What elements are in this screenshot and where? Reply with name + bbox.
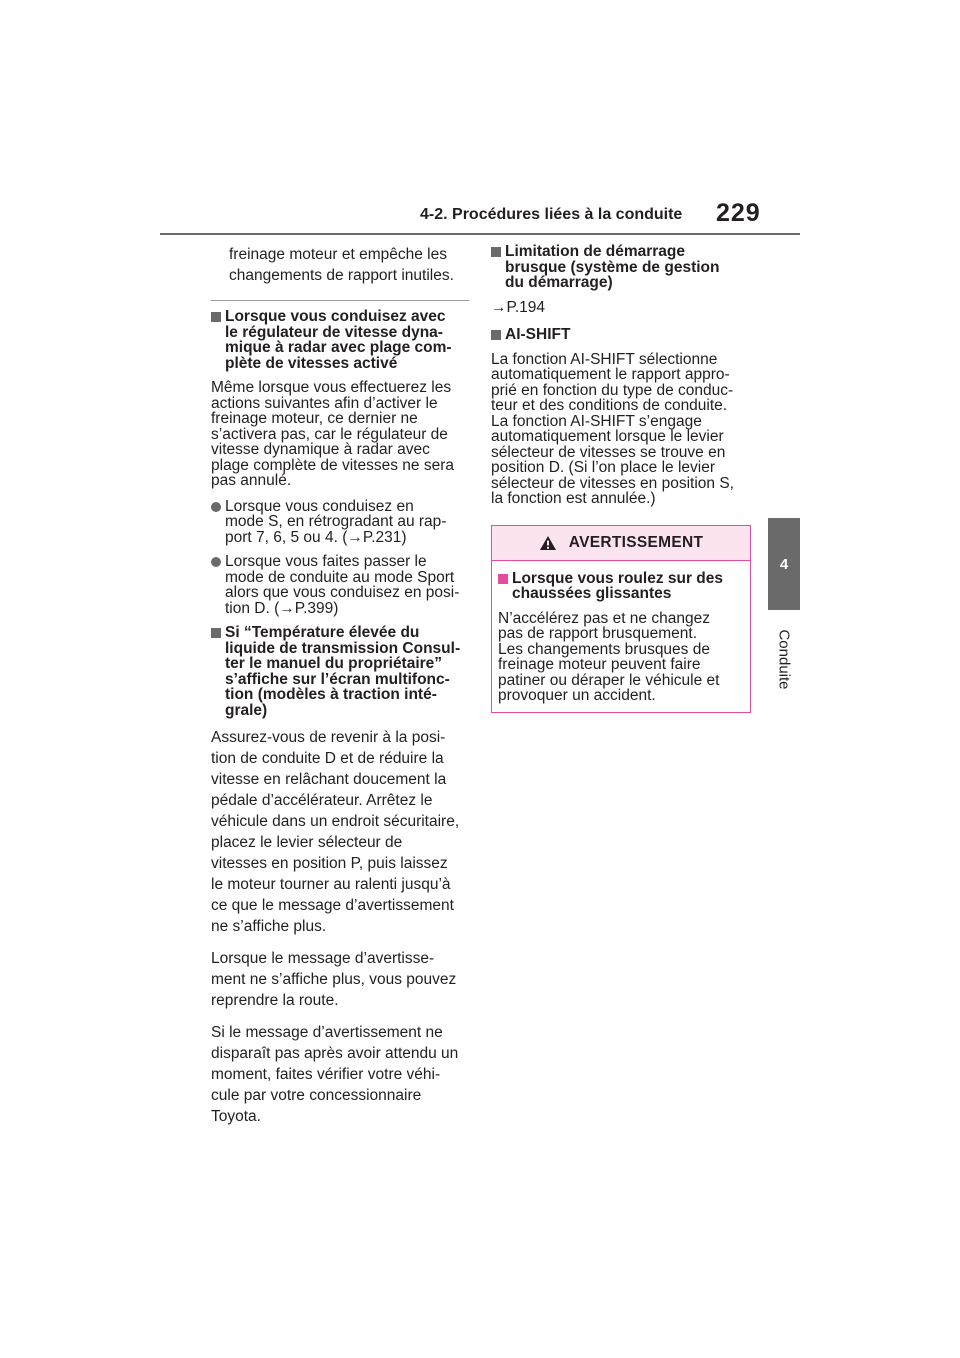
heading-ai-shift	[491, 327, 751, 343]
paragraph-radar-cruise	[211, 380, 469, 489]
text-line: actions suivantes afin d’activer le	[211, 394, 438, 412]
square-bullet-icon	[491, 247, 501, 257]
text-line: vitesse dynamique à radar avec	[211, 441, 430, 458]
text-line: pas annulé.	[211, 472, 292, 489]
text-line: Si le message d’avertissement ne	[211, 1024, 443, 1041]
text-line: alors que vous conduisez en posi-	[225, 584, 460, 601]
text-line: patiner ou déraper le véhicule et	[498, 671, 720, 689]
text-line: liquide de transmission Consul-	[225, 639, 461, 657]
text-line: cule par votre concessionnaire	[211, 1087, 422, 1104]
text-line: disparaît pas après avoir attendu un	[211, 1045, 459, 1062]
text-line: automatiquement le rapport appro-	[491, 366, 730, 383]
text-line: sélecteur de vitesses en position S,	[491, 474, 734, 492]
text-line: chaussées glissantes	[512, 585, 672, 602]
text-line: Lorsque vous roulez sur des	[512, 569, 724, 587]
text-line: ter le manuel du propriétaire”	[225, 655, 443, 672]
text-line: sélecteur de vitesses se trouve en	[491, 443, 726, 461]
text-line: tion D. (→P.399)	[225, 599, 339, 617]
text-line: automatiquement lorsque le levier	[491, 428, 724, 445]
round-bullet-icon	[211, 557, 221, 567]
heading-start-control	[491, 244, 751, 291]
text-line: ment ne s’affiche plus, vous pouvez	[211, 971, 457, 988]
text-line: Limitation de démarrage	[505, 243, 686, 260]
text-line: s’activera pas, car le régulateur de	[211, 425, 448, 443]
text-line: reprendre la route.	[211, 992, 339, 1009]
text-line: moment, faites vérifier votre véhi-	[211, 1066, 441, 1083]
text-line: pas de rapport brusquement.	[498, 625, 698, 642]
text-line: Lorsque le message d’avertisse-	[211, 950, 435, 967]
text-line: Lorsque vous conduisez avec	[225, 308, 446, 325]
paragraph-transmission-temperature	[211, 727, 469, 937]
header-rule	[160, 233, 800, 235]
paragraph-resume-driving	[211, 948, 469, 1011]
text-line: Assurez-vous de revenir à la posi-	[211, 729, 446, 746]
text-line: Si “Température élevée du	[225, 624, 420, 641]
chapter-tab	[768, 518, 800, 610]
text-line: véhicule dans un endroit sécuritaire,	[211, 813, 460, 830]
bullet-item	[211, 499, 469, 546]
text-line: freinage moteur, ce dernier ne	[211, 410, 418, 427]
text-line: AI-SHIFT	[505, 326, 571, 343]
text-line: prié en fonction du type de conduc-	[491, 381, 734, 399]
text-line: mique à radar avec plage com-	[225, 339, 452, 356]
bullet-item	[211, 554, 469, 616]
right-column	[491, 244, 751, 713]
page-reference: →P.194	[491, 298, 546, 316]
warning-triangle-icon	[539, 535, 557, 551]
text-line: teur et des conditions de conduite.	[491, 397, 728, 414]
square-bullet-icon	[211, 312, 221, 322]
text-line: vitesses en position P, puis laissez	[211, 855, 448, 872]
text-line: freinage moteur peuvent faire	[498, 656, 701, 673]
text-line: vitesse en relâchant doucement la	[211, 771, 447, 788]
text-line: tion (modèles à traction inté-	[225, 686, 437, 703]
warning-paragraph	[498, 611, 744, 704]
text-line: plète de vitesses activé	[225, 354, 398, 372]
page-number: 229	[716, 199, 761, 227]
text-line: ne s’affiche plus.	[211, 918, 327, 935]
intro-paragraph	[211, 244, 469, 286]
section-divider	[211, 300, 469, 301]
text-line: pédale d’accélérateur. Arrêtez le	[211, 792, 433, 809]
text-line: placez le levier sélecteur de	[211, 834, 403, 851]
text-line: La fonction AI-SHIFT sélectionne	[491, 350, 718, 368]
text-line: brusque (système de gestion	[505, 258, 720, 276]
square-bullet-icon	[491, 330, 501, 340]
text-line: tion de conduite D et de réduire la	[211, 750, 444, 767]
paragraph-ai-shift	[491, 352, 751, 507]
text-line: mode S, en rétrogradant au rap-	[225, 513, 447, 530]
text-line: Toyota.	[211, 1108, 261, 1125]
text-line: Lorsque vous faites passer le	[225, 553, 427, 570]
square-bullet-icon	[498, 574, 508, 584]
paragraph-dealer-check	[211, 1022, 469, 1127]
text-line: provoquer un accident.	[498, 687, 656, 704]
chapter-label	[760, 622, 808, 696]
chapter-label-text: Conduite	[775, 628, 793, 690]
text-line: changements de rapport inutiles.	[229, 267, 454, 284]
text-line: s’affiche sur l’écran multifonc-	[225, 670, 450, 688]
warning-box	[491, 525, 751, 713]
heading-transmission-temperature	[211, 625, 469, 718]
text-line: du démarrage)	[505, 274, 613, 291]
text-line: la fonction est annulée.)	[491, 490, 656, 507]
text-line: le régulateur de vitesse dyna-	[225, 323, 443, 341]
text-line: N’accélérez pas et ne changez	[498, 609, 710, 627]
text-line: freinage moteur et empêche les	[229, 246, 447, 263]
warning-heading	[498, 571, 744, 602]
square-bullet-icon	[211, 628, 221, 638]
text-line: le moteur tourner au ralenti jusqu’à	[211, 876, 451, 893]
warning-header	[492, 526, 750, 561]
text-line: plage complète de vitesses ne sera	[211, 456, 454, 474]
text-line: grale)	[225, 701, 268, 719]
text-line: ce que le message d’avertissement	[211, 897, 454, 914]
chapter-number: 4	[779, 555, 789, 573]
heading-radar-cruise	[211, 309, 469, 371]
warning-title: AVERTISSEMENT	[568, 533, 704, 551]
text-line: position D. (Si l’on place le levier	[491, 459, 715, 476]
round-bullet-icon	[211, 502, 221, 512]
text-line: Lorsque vous conduisez en	[225, 497, 414, 515]
section-title: 4-2. Procédures liées à la conduite	[420, 206, 683, 223]
text-line: mode de conduite au mode Sport	[225, 568, 455, 586]
text-line: La fonction AI-SHIFT s’engage	[491, 412, 702, 430]
text-line: Les changements brusques de	[498, 640, 710, 658]
warning-body	[492, 571, 750, 704]
left-column	[211, 244, 469, 1138]
text-line: port 7, 6, 5 ou 4. (→P.231)	[225, 528, 407, 546]
text-line: Même lorsque vous effectuerez les	[211, 379, 452, 396]
